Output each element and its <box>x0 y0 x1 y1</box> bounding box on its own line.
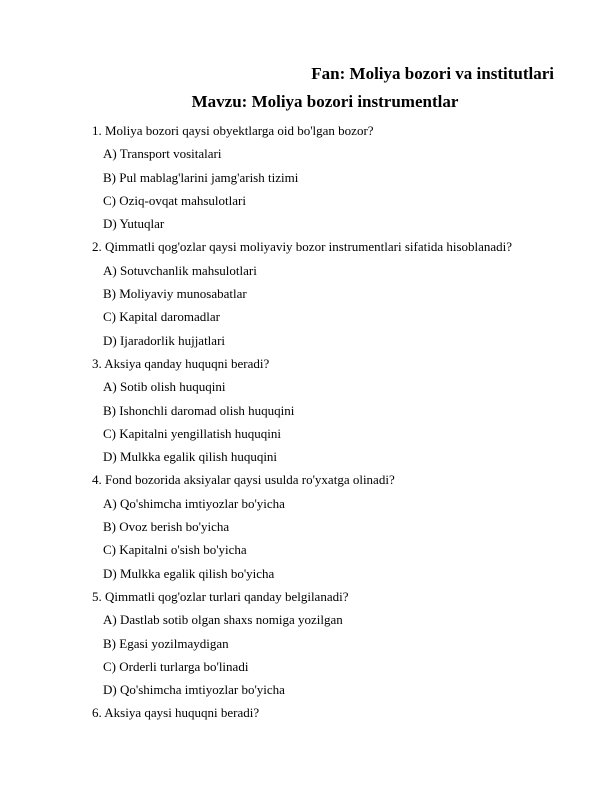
answer-option-d: D) Yutuqlar <box>103 216 165 232</box>
question-block <box>92 701 572 724</box>
answer-option-a: A) Sotuvchanlik mahsulotlari <box>103 262 257 278</box>
answer-option-c: C) Kapitalni yengillatish huquqini <box>103 425 282 441</box>
question-block <box>92 468 572 584</box>
answer-option-b: B) Egasi yozilmaydigan <box>103 635 229 651</box>
answer-option-d: D) Mulkka egalik qilish huquqini <box>103 449 278 465</box>
question-text: 1. Moliya bozori qaysi obyektlarga oid bo'lgan bozor? <box>92 123 374 138</box>
answer-option-c: C) Oziq-ovqat mahsulotlari <box>103 192 246 208</box>
answer-option-b: B) Pul mablag'larini jamg'arish tizimi <box>103 169 299 185</box>
question-block <box>92 119 572 235</box>
answer-option-a: A) Dastlab sotib olgan shaxs nomiga yozilgan <box>103 612 343 628</box>
question-text: 2. Qimmatli qog'ozlar qaysi moliyaviy bozor instrumentlari sifatida hisoblanadi? <box>92 239 513 255</box>
topic-title: Mavzu: Moliya bozori instrumentlar <box>191 92 459 111</box>
question-block <box>92 585 572 701</box>
answer-option-b: B) Moliyaviy munosabatlar <box>103 286 247 302</box>
answer-option-b: B) Ishonchli daromad olish huquqini <box>103 402 295 418</box>
question-text: 4. Fond bozorida aksiyalar qaysi usulda ro'yxatga olinadi? <box>92 472 395 488</box>
answer-option-d: D) Ijaradorlik hujjatlari <box>103 332 226 348</box>
answer-option-c: C) Orderli turlarga bo'linadi <box>103 658 249 674</box>
answer-option-a: A) Qo'shimcha imtiyozlar bo'yicha <box>103 495 285 511</box>
answer-option-d: D) Mulkka egalik qilish bo'yicha <box>103 565 275 581</box>
answer-option-b: B) Ovoz berish bo'yicha <box>103 519 230 535</box>
question-block <box>92 352 572 468</box>
question-text: 6. Aksiya qaysi huquqni beradi? <box>92 705 260 721</box>
answer-option-d: D) Qo'shimcha imtiyozlar bo'yicha <box>103 682 285 698</box>
answer-option-a: A) Sotib olish huquqini <box>103 379 226 395</box>
answer-option-a: A) Transport vositalari <box>103 146 222 162</box>
question-list <box>92 119 572 725</box>
subject-title: Fan: Moliya bozori va institutlari <box>311 64 554 83</box>
question-block <box>92 235 572 351</box>
question-text: 5. Qimmatli qog'ozlar turlari qanday belgilanadi? <box>92 588 349 604</box>
answer-option-c: C) Kapitalni o'sish bo'yicha <box>103 542 247 558</box>
answer-option-c: C) Kapital daromadlar <box>103 309 220 325</box>
question-text: 3. Aksiya qanday huquqni beradi? <box>92 355 270 371</box>
